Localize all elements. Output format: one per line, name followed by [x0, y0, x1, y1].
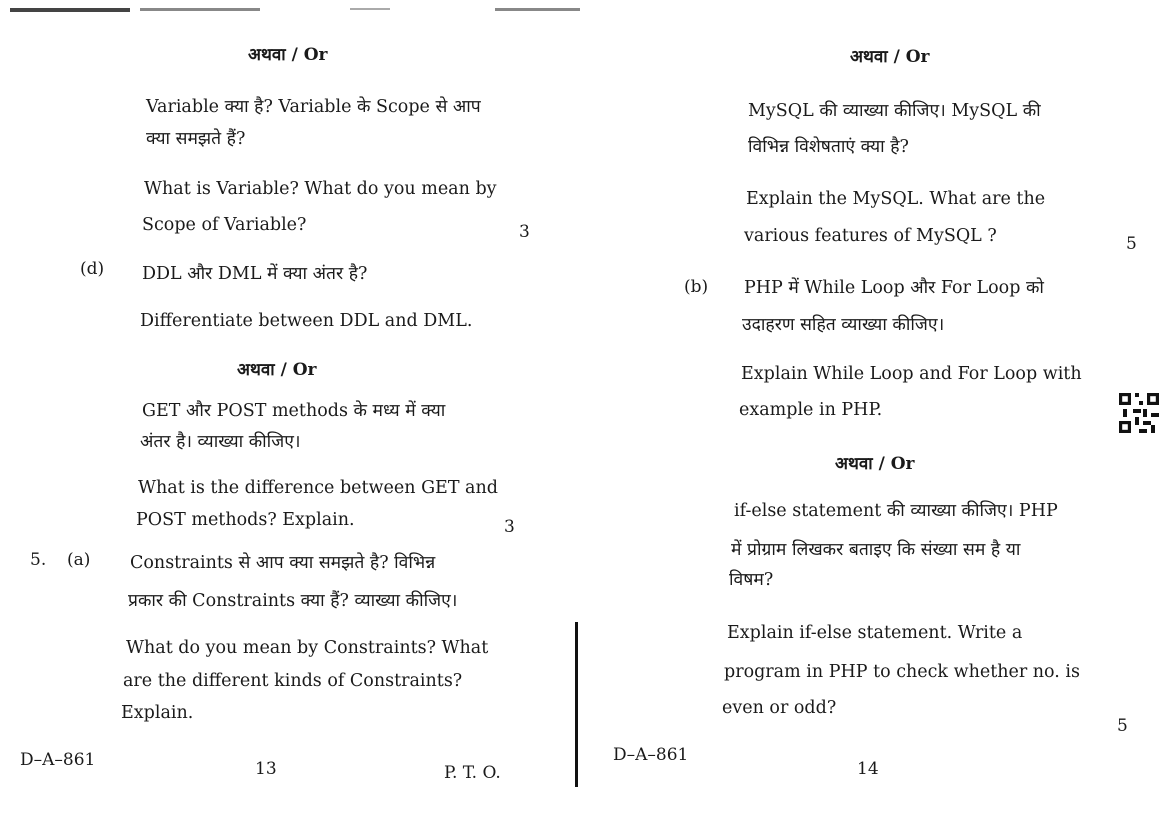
footer-code: D–A–861 [20, 750, 96, 770]
question-text: Explain. [121, 703, 194, 723]
marks: 3 [519, 222, 530, 242]
question-label: (b) [684, 277, 709, 297]
question-text: Differentiate between DDL and DML. [140, 311, 473, 331]
or-heading: अथवा / Or [835, 454, 915, 474]
question-text: Constraints से आप क्या समझते है? विभिन्न [130, 553, 436, 573]
question-text: विभिन्न विशेषताएं क्या है? [748, 137, 909, 157]
question-text: MySQL की व्याख्या कीजिए। MySQL की [748, 101, 1041, 121]
question-text: example in PHP. [739, 400, 883, 420]
marks: 5 [1117, 716, 1128, 736]
question-text: DDL और DML में क्या अंतर है? [142, 264, 368, 284]
question-text: में प्रोग्राम लिखकर बताइए कि संख्या सम है या [731, 540, 1021, 560]
question-text: विषम? [729, 570, 774, 590]
question-text: Variable क्या है? Variable के Scope से आप [146, 97, 481, 117]
question-text: various features of MySQL ? [744, 226, 997, 246]
question-text: Explain if-else statement. Write a [727, 623, 1023, 643]
marks: 3 [504, 517, 515, 537]
question-label: (a) [67, 550, 91, 570]
question-text: उदाहरण सहित व्याख्या कीजिए। [742, 315, 945, 335]
question-text: क्या समझते हैं? [146, 129, 246, 149]
question-text: if-else statement की व्याख्या कीजिए। PHP [734, 501, 1058, 521]
or-heading: अथवा / Or [850, 47, 930, 67]
question-text: What is Variable? What do you mean by [144, 179, 497, 199]
question-text: What do you mean by Constraints? What [126, 638, 489, 658]
footer-page-number: 13 [255, 759, 277, 779]
question-number: 5. [30, 550, 47, 570]
question-text: even or odd? [722, 698, 837, 718]
question-text: GET और POST methods के मध्य में क्या [142, 401, 446, 421]
or-heading: अथवा / Or [248, 45, 328, 65]
or-heading: अथवा / Or [237, 360, 317, 380]
footer-code: D–A–861 [613, 745, 689, 765]
footer-page-number: 14 [857, 759, 879, 779]
question-text: are the different kinds of Constraints? [123, 671, 463, 691]
question-text: अंतर है। व्याख्या कीजिए। [140, 432, 301, 452]
question-text: program in PHP to check whether no. is [724, 662, 1080, 682]
question-text: PHP में While Loop और For Loop को [744, 278, 1044, 298]
question-text: Scope of Variable? [142, 215, 307, 235]
question-text: Explain While Loop and For Loop with [741, 364, 1082, 384]
qr-code-icon [1119, 393, 1159, 433]
question-text: Explain the MySQL. What are the [746, 189, 1046, 209]
question-text: What is the difference between GET and [138, 478, 498, 498]
question-label: (d) [80, 259, 105, 279]
marks: 5 [1126, 234, 1137, 254]
footer-pto: P. T. O. [444, 763, 501, 783]
question-text: प्रकार की Constraints क्या हैं? व्याख्या कीजिए। [128, 591, 458, 611]
question-text: POST methods? Explain. [136, 510, 355, 530]
